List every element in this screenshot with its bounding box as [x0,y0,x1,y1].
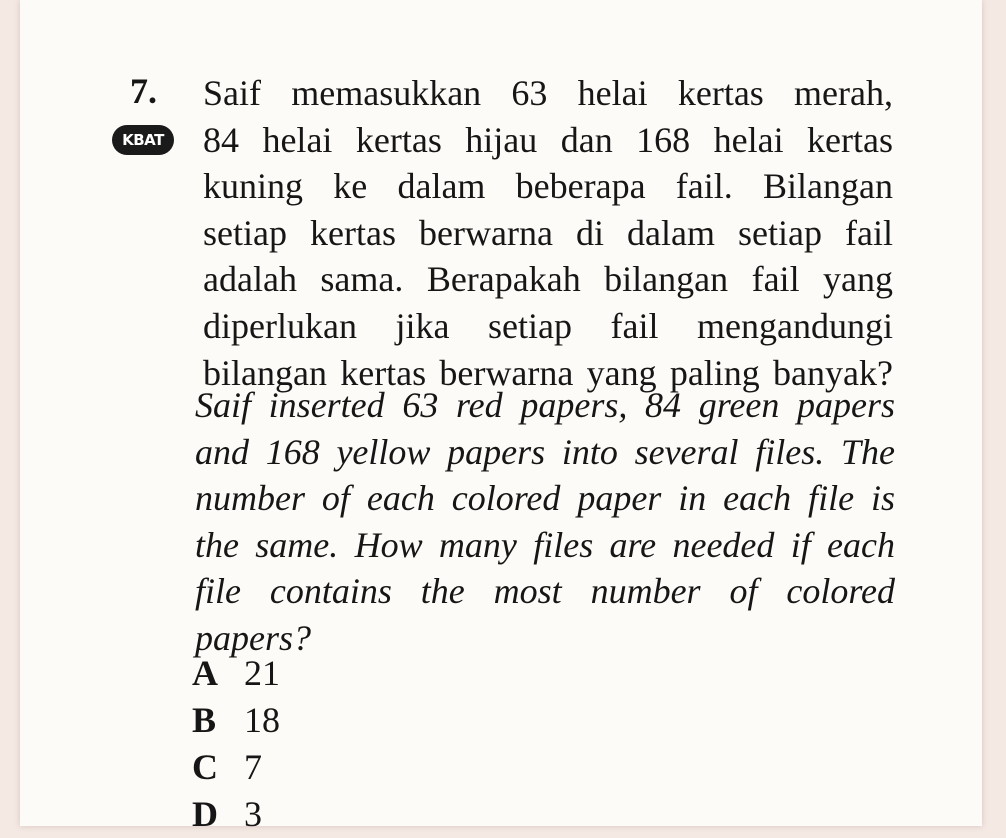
answer-options [192,650,280,838]
option-a [192,650,280,697]
option-value: 3 [244,794,262,834]
question-number: 7. [130,71,157,111]
malay-line: bilangan kertas berwarna yang paling banyak? [203,352,893,393]
option-value: 21 [244,653,280,693]
option-letter: C [192,747,218,787]
question-text-english [195,382,895,662]
malay-line: Saif memasukkan 63 helai kertas merah, [203,73,893,113]
malay-line: diperlukan jika setiap fail mengandungi [203,305,893,346]
option-value: 7 [244,747,262,787]
english-line: number of each colored paper in each file is [195,478,895,519]
option-value: 18 [244,700,280,740]
malay-line: kuning ke dalam beberapa fail. Bilangan [203,166,893,207]
english-line: Saif inserted 63 red papers, 84 green papers [195,385,895,425]
english-line: file contains the most number of colored [195,571,895,612]
english-line: papers? [195,617,311,658]
english-line: the same. How many files are needed if each [195,524,895,565]
worksheet-page [20,0,982,834]
option-b [192,697,280,744]
option-letter: D [192,794,218,834]
malay-line: setiap kertas berwarna di dalam setiap fail [203,212,893,253]
option-letter: A [192,653,218,693]
question-text-malay [203,70,893,396]
option-letter: B [192,700,217,740]
malay-line: 84 helai kertas hijau dan 168 helai kertas [203,119,893,160]
option-c [192,744,280,791]
malay-line: adalah sama. Berapakah bilangan fail yang [203,259,893,300]
kbat-badge: KBAT [112,125,174,155]
option-d [192,791,280,838]
english-line: and 168 yellow papers into several files. The [195,431,895,472]
